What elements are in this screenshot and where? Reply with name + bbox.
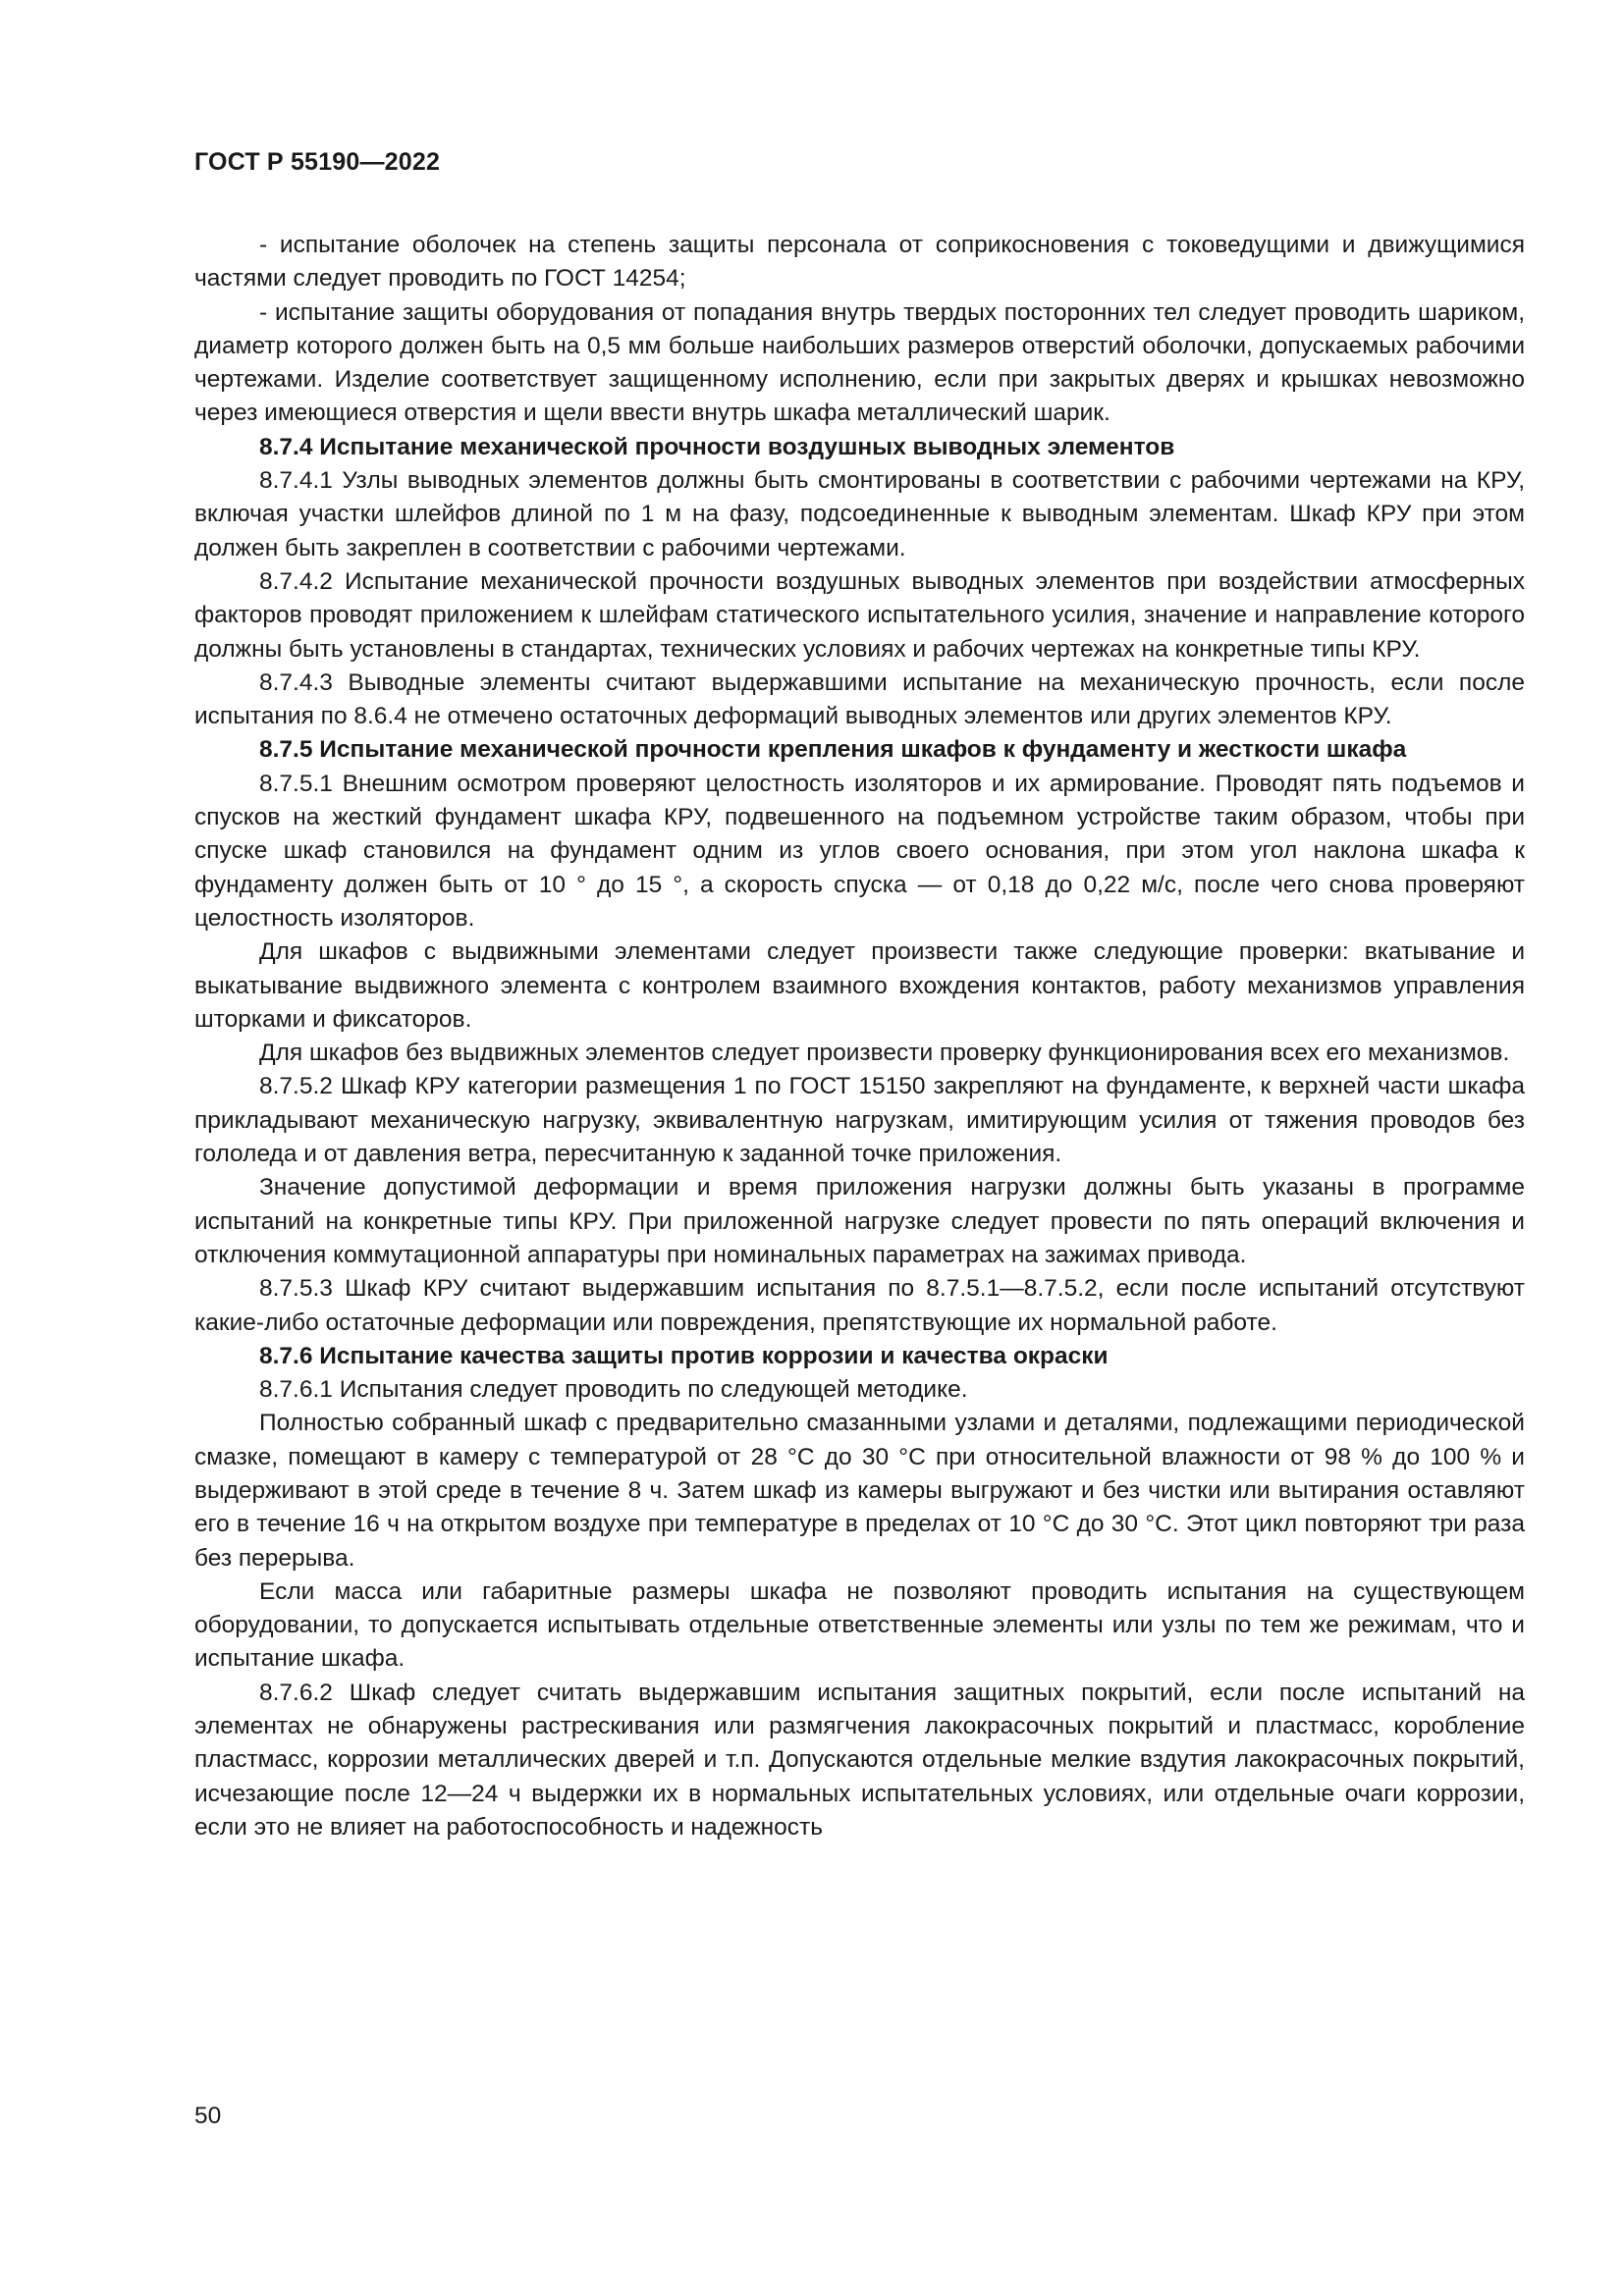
paragraph: Для шкафов без выдвижных элементов следует произвести проверку функционирования всех его механизмов. <box>259 1040 1510 1067</box>
paragraph: - испытание оболочек на степень защиты персонала от соприкосновения с токоведущими и движущимися частями следует проводить по ГОСТ 14254; <box>194 232 1525 293</box>
document-header: ГОСТ Р 55190—2022 <box>194 148 441 176</box>
section-heading: 8.7.4 Испытание механической прочности воздушных выводных элементов <box>259 433 1175 460</box>
paragraph: 8.7.5.1 Внешним осмотром проверяют целостность изоляторов и их армирование. Проводят пять подъемов и спусков на жесткий фундамент шкафа КРУ, подвешенного на подъемном устройстве таким образом, чтобы при спуске шкаф становился на фундамент одним из углов своего основания, при этом угол наклона шкафа к фундаменту должен быть от 10 ° до 15 °, а скорость спуска — от 0,18 до 0,22 м/с, после чего снова проверяют целостность изоляторов. <box>194 770 1525 932</box>
paragraph: Если масса или габаритные размеры шкафа не позволяют проводить испытания на существующем оборудовании, то допускается испытывать отдельные ответственные элементы или узлы по тем же режимам, что и испытание шкафа. <box>194 1577 1525 1673</box>
paragraph: 8.7.4.3 Выводные элементы считают выдержавшими испытание на механическую прочность, если после испытания по 8.6.4 не отмечено остаточных деформаций выводных элементов или других элементов КРУ. <box>194 668 1525 730</box>
paragraph: Полностью собранный шкаф с предварительно смазанными узлами и деталями, подлежащими периодической смазке, помещают в камеру с температурой от 28 °С до 30 °С при относительной влажности от 98 % до 100 % и выдерживают в этой среде в течение 8 ч. Затем шкаф из камеры выгружают и без чистки или вытирания оставляют его в течение 16 ч на открытом воздухе при температуре в пределах от 10 °С до 30 °С. Этот цикл повторяют три раза без перерыва. <box>194 1410 1525 1572</box>
paragraph: - испытание защиты оборудования от попадания внутрь твердых посторонних тел следует проводить шариком, диаметр которого должен быть на 0,5 мм больше наибольших размеров отверстий оболочки, допускаемых рабочими чертежами. Изделие соответствует защищенному исполнению, если при закрытых дверях и крышках невозможно через имеющиеся отверстия и щели ввести внутрь шкафа металлический шарик. <box>194 298 1525 427</box>
paragraph: 8.7.4.1 Узлы выводных элементов должны быть смонтированы в соответствии с рабочими чертежами на КРУ, включая участки шлейфов длиной по 1 м на фазу, подсоединенные к выводным элементам. Шкаф КРУ при этом должен быть закреплен в соответствии с рабочими чертежами. <box>194 467 1525 561</box>
paragraph: Значение допустимой деформации и время приложения нагрузки должны быть указаны в программе испытаний на конкретные типы КРУ. При приложенной нагрузке следует провести по пять операций включения и отключения коммутационной аппаратуры при номинальных параметрах на зажимах привода. <box>194 1174 1525 1268</box>
paragraph: 8.7.4.2 Испытание механической прочности воздушных выводных элементов при воздействии атмосферных факторов проводят приложением к шлейфам статического испытательного усилия, значение и направление которого должны быть установлены в стандартах, технических условиях и рабочих чертежах на конкретные типы КРУ. <box>194 567 1525 663</box>
section-heading: 8.7.5 Испытание механической прочности крепления шкафов к фундаменту и жесткости шкафа <box>259 736 1407 764</box>
paragraph: 8.7.5.3 Шкаф КРУ считают выдержавшим испытания по 8.7.5.1—8.7.5.2, если после испытаний отсутствуют какие-либо остаточные деформации или повреждения, препятствующие их нормальной работе. <box>194 1275 1525 1336</box>
paragraph: 8.7.5.2 Шкаф КРУ категории размещения 1 по ГОСТ 15150 закрепляют на фундаменте, к верхней части шкафа прикладывают механическую нагрузку, эквивалентную нагрузкам, имитирующим усилия от тяжения проводов без гололеда и от давления ветра, пересчитанную к заданной точке приложения. <box>194 1073 1525 1168</box>
section-heading: 8.7.6 Испытание качества защиты против коррозии и качества окраски <box>259 1342 1109 1369</box>
paragraph: 8.7.6.1 Испытания следует проводить по следующей методике. <box>259 1376 968 1404</box>
document-body <box>194 229 1525 1844</box>
paragraph: Для шкафов с выдвижными элементами следует произвести также следующие проверки: вкатывание и выкатывание выдвижного элемента с контролем взаимного вхождения контактов, работу механизмов управления шторками и фиксаторов. <box>194 938 1525 1033</box>
page-number: 50 <box>194 2103 222 2129</box>
paragraph: 8.7.6.2 Шкаф следует считать выдержавшим испытания защитных покрытий, если после испытаний на элементах не обнаружены растрескивания или размягчения лакокрасочных покрытий и пластмасс, коробление пластмасс, коррозии металлических дверей и т.п. Допускаются отдельные мелкие вздутия лакокрасочных покрытий, исчезающие после 12—24 ч выдержки их в нормальных испытательных условиях, или отдельные очаги коррозии, если это не влияет на работоспособность и надежность <box>194 1679 1525 1841</box>
